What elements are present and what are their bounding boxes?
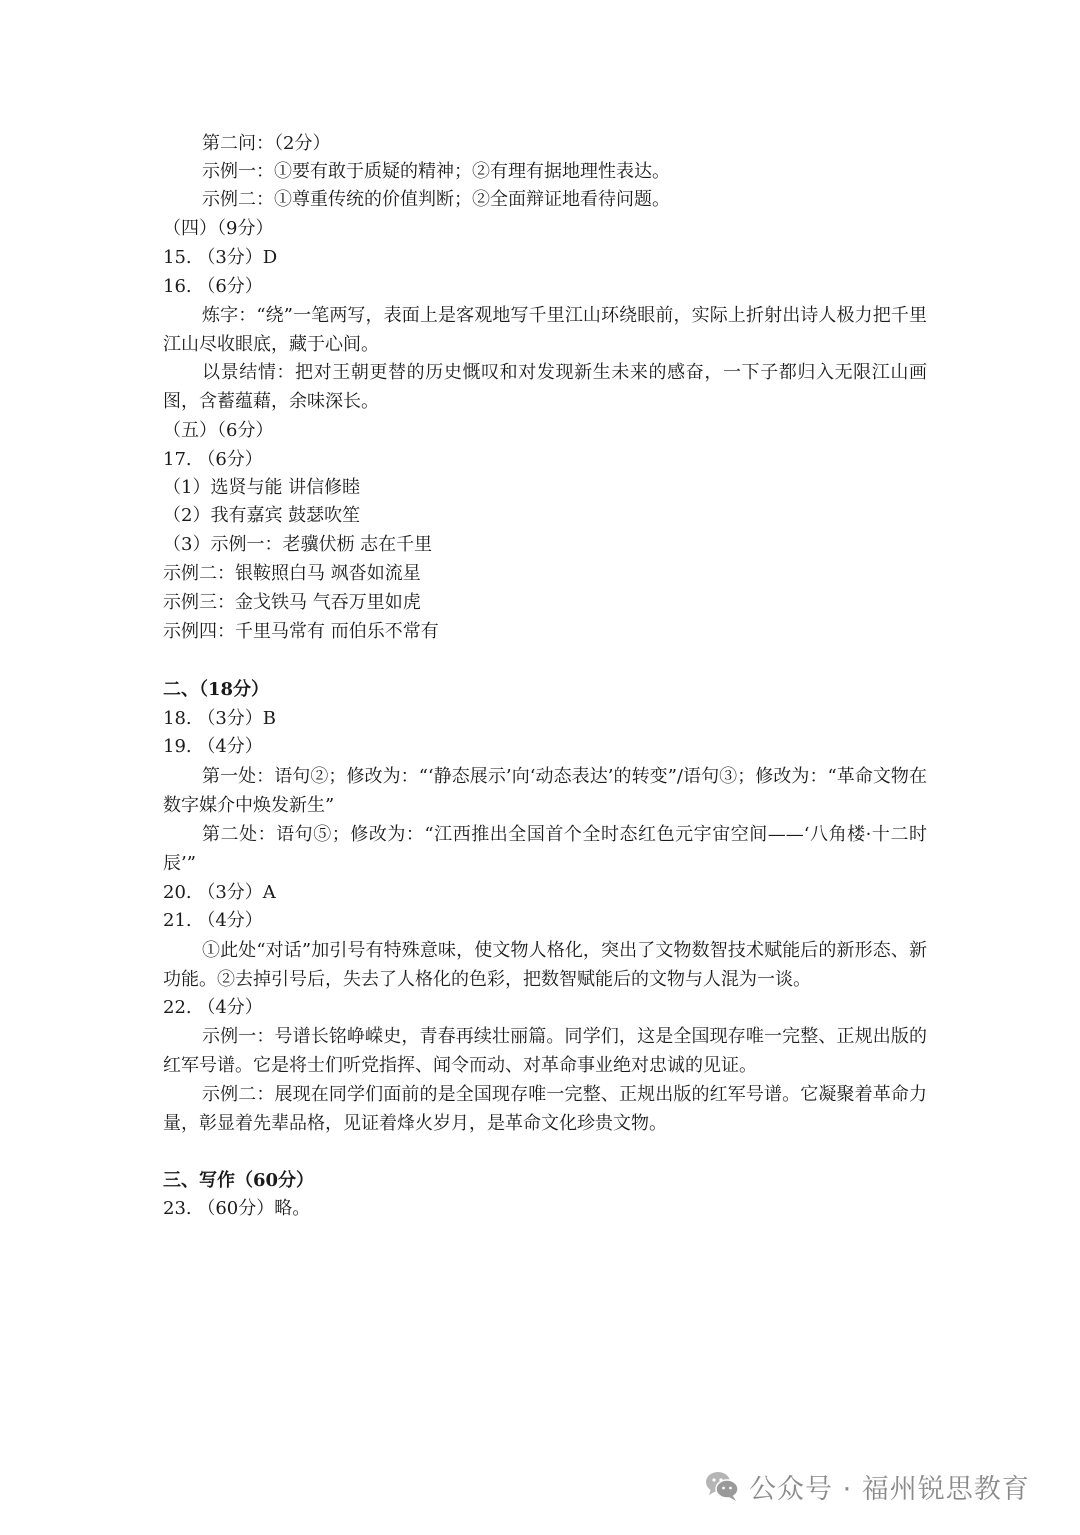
q22-example-1: 示例一：号谱长铭峥嵘史，青春再续壮丽篇。同学们，这是全国现存唯一完整、正规出版的红军号谱。它是将士们听党指挥、闻令而动、对革命事业绝对忠诚的见证。 — [163, 1026, 927, 1076]
section-4-heading: （四）（9分） — [163, 218, 274, 239]
q16-paragraph-1: 炼字：“绕”一笔两写，表面上是客观地写千里江山环绕眼前，实际上折射出诗人极力把千里江山尽收眼底，藏于心间。 — [163, 305, 927, 355]
q22-heading: 22. （4分） — [163, 997, 263, 1018]
q20-answer: 20. （3分）A — [163, 882, 276, 903]
q17-item-2: （2）我有嘉宾 鼓瑟吹笙 — [163, 505, 361, 526]
q16-heading: 16. （6分） — [163, 276, 263, 297]
watermark-text: 公众号 · 福州锐思教育 — [749, 1473, 1030, 1505]
q17-example-3: 示例三：金戈铁马 气吞万里如虎 — [163, 592, 421, 613]
q14-example-1: 示例一：①要有敢于质疑的精神；②有理有据地理性表达。 — [202, 161, 670, 182]
wechat-icon — [705, 1470, 739, 1502]
q21-heading: 21. （4分） — [163, 910, 263, 931]
q16-paragraph-2: 以景结情：把对王朝更替的历史慨叹和对发现新生未来的感奋，一下子都归入无限江山画图，含蓄蕴藉，余味深长。 — [163, 362, 927, 412]
wechat-watermark — [705, 1466, 1030, 1506]
q17-heading: 17. （6分） — [163, 449, 263, 470]
q21-paragraph: ①此处“对话”加引号有特殊意味，使文物人格化，突出了文物数智技术赋能后的新形态、新功能。②去掉引号后，失去了人格化的色彩，把数智赋能后的文物与人混为一谈。 — [163, 940, 927, 990]
q17-example-2: 示例二：银鞍照白马 飒沓如流星 — [163, 563, 421, 584]
q18-answer: 18. （3分）B — [163, 708, 277, 729]
q19-paragraph-1: 第一处：语句②；修改为：“‘静态展示’向‘动态表达’的转变”/语句③；修改为：“革命文物在数字媒介中焕发新生” — [163, 766, 927, 816]
q23-answer: 23. （60分）略。 — [163, 1198, 311, 1219]
q15-answer: 15. （3分）D — [163, 247, 278, 268]
part-2-heading: 二、（18分） — [163, 679, 270, 700]
q17-example-4: 示例四：千里马常有 而伯乐不常有 — [163, 621, 439, 642]
q22-example-2: 示例二：展现在同学们面前的是全国现存唯一完整、正规出版的红军号谱。它凝聚着革命力量，彰显着先辈品格，见证着烽火岁月，是革命文化珍贵文物。 — [163, 1084, 927, 1134]
section-5-heading: （五）（6分） — [163, 420, 274, 441]
q19-heading: 19. （4分） — [163, 736, 263, 757]
q17-item-3: （3）示例一：老骥伏枥 志在千里 — [163, 534, 433, 555]
q14-part2-heading: 第二问：（2分） — [202, 133, 331, 154]
q17-item-1: （1）选贤与能 讲信修睦 — [163, 477, 361, 498]
q14-example-2: 示例二：①尊重传统的价值判断；②全面辩证地看待问题。 — [202, 189, 670, 210]
q19-paragraph-2: 第二处：语句⑤；修改为：“江西推出全国首个全时态红色元宇宙空间——‘八角楼·十二时辰’” — [163, 824, 927, 874]
part-3-heading: 三、写作（60分） — [163, 1170, 315, 1191]
